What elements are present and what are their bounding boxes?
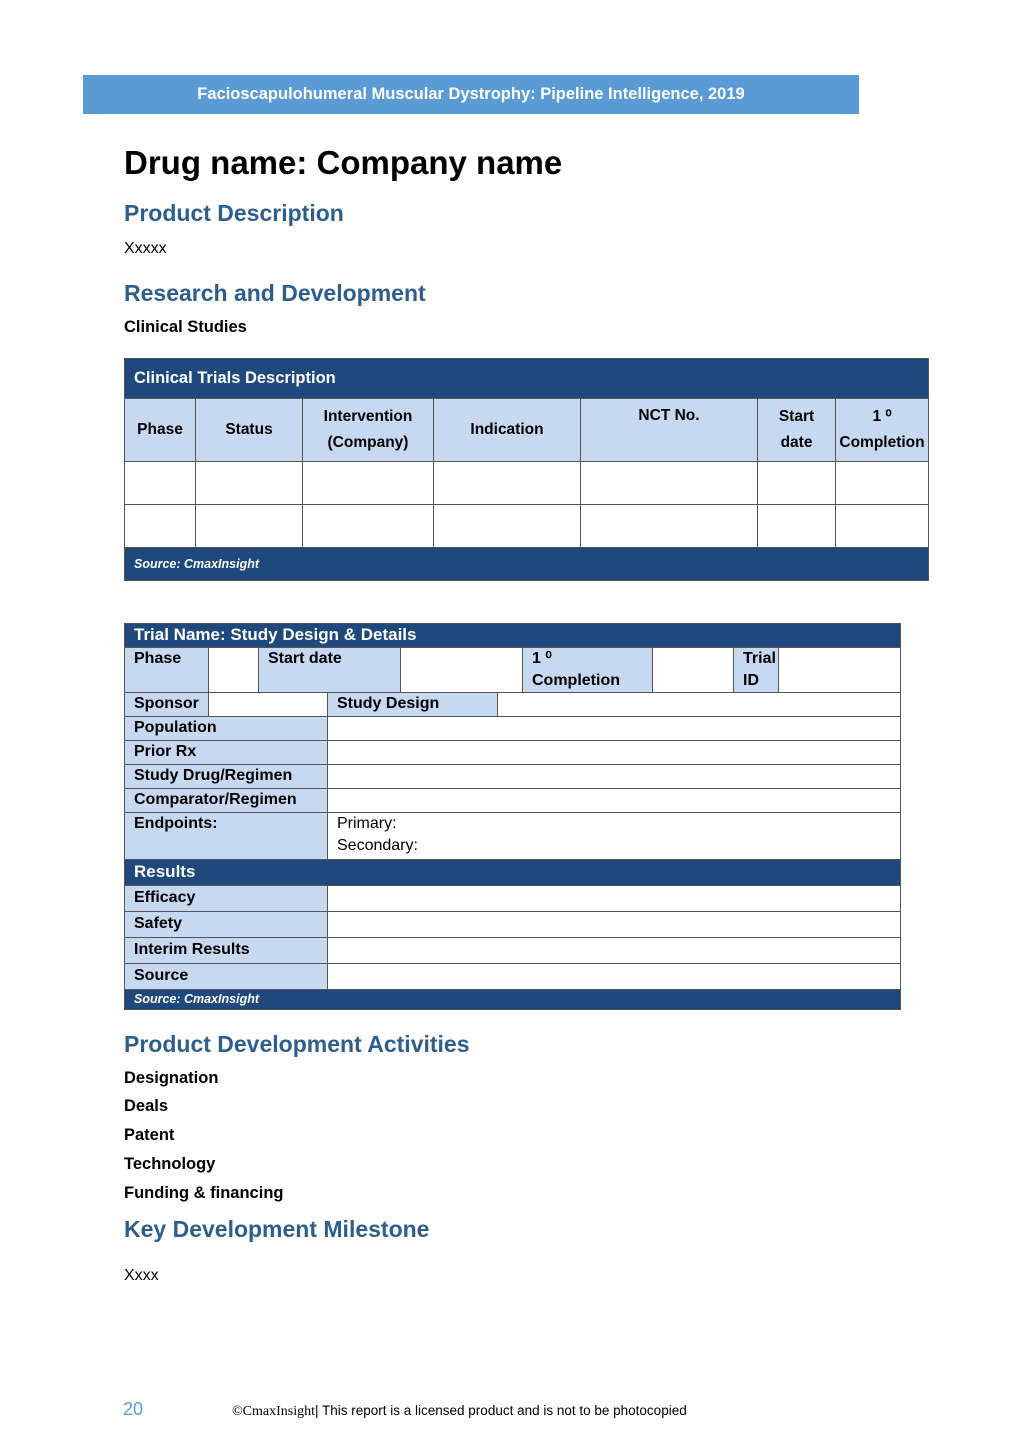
endpoints-value: [328, 813, 901, 860]
activity-designation: Designation: [124, 1069, 219, 1087]
completion-value: [653, 648, 734, 693]
col-nct: NCT No.: [581, 399, 758, 462]
trial-id-value: [779, 648, 901, 693]
license-notice: This report is a licensed product and is not to be photocopied: [318, 1403, 687, 1418]
clinical-studies-subheading: Clinical Studies: [124, 318, 247, 336]
table-row: [125, 765, 901, 789]
empty-cell: [196, 462, 303, 505]
efficacy-value: [328, 886, 901, 912]
table-row: [125, 789, 901, 813]
table-row: [125, 813, 901, 860]
prior-rx-label: Prior Rx: [125, 741, 328, 765]
milestone-heading: Key Development Milestone: [124, 1216, 430, 1242]
table-row: [125, 938, 901, 964]
table-row: [125, 741, 901, 765]
efficacy-label: Efficacy: [125, 886, 328, 912]
study-design-table: [124, 623, 901, 1010]
col-completion-line1: 1 ⁰: [872, 408, 892, 425]
start-date-label: Start date: [259, 648, 401, 693]
table-row: [125, 648, 901, 693]
sponsor-value: [209, 693, 328, 717]
study-drug-label: Study Drug/Regimen: [125, 765, 328, 789]
prior-rx-value: [328, 741, 901, 765]
clinical-trials-source: Source: CmaxInsight: [125, 548, 929, 581]
empty-cell: [434, 505, 581, 548]
trial-id-label: Trial ID: [734, 648, 779, 693]
study-drug-value: [328, 765, 901, 789]
page-number: 20: [123, 1399, 144, 1419]
activity-funding: Funding & financing: [124, 1184, 284, 1202]
empty-cell: [581, 505, 758, 548]
empty-cell: [836, 462, 929, 505]
empty-cell: [758, 505, 836, 548]
empty-cell: [434, 462, 581, 505]
col-intervention: [303, 399, 434, 462]
empty-cell: [303, 505, 434, 548]
col-status: Status: [196, 399, 303, 462]
empty-cell: [125, 462, 196, 505]
study-design-value: [498, 693, 901, 717]
comparator-value: [328, 789, 901, 813]
activity-technology: Technology: [124, 1155, 216, 1173]
start-date-value: [401, 648, 523, 693]
col-start-date: [758, 399, 836, 462]
results-header: Results: [125, 860, 901, 886]
empty-cell: [581, 462, 758, 505]
sponsor-label: Sponsor: [125, 693, 209, 717]
study-design-title: Trial Name: Study Design & Details: [125, 624, 901, 648]
milestone-text: Xxxx: [124, 1267, 159, 1284]
footer-separator: |: [314, 1403, 319, 1418]
population-value: [328, 717, 901, 741]
table-row: [125, 964, 901, 990]
primary-endpoint-label: Primary:: [337, 815, 397, 832]
activities-heading: Product Development Activities: [124, 1031, 470, 1057]
empty-cell: [196, 505, 303, 548]
empty-cell: [836, 505, 929, 548]
col-phase: Phase: [125, 399, 196, 462]
phase-label: Phase: [125, 648, 209, 693]
col-indication: Indication: [434, 399, 581, 462]
col-intervention-line1: Intervention: [323, 408, 413, 425]
clinical-trials-title: Clinical Trials Description: [125, 359, 929, 399]
empty-cell: [758, 462, 836, 505]
col-intervention-line2: (Company): [327, 434, 409, 451]
col-completion: [836, 399, 929, 462]
activity-patent: Patent: [124, 1126, 175, 1144]
report-banner: Facioscapulohumeral Muscular Dystrophy: Pipeline Intelligence, 2019: [83, 75, 859, 114]
safety-value: [328, 912, 901, 938]
research-heading: Research and Development: [124, 280, 426, 306]
product-description-heading: Product Description: [124, 200, 344, 226]
col-start-line1: Start: [778, 408, 815, 425]
table-row: [125, 505, 929, 548]
table-row: [125, 717, 901, 741]
clinical-trials-table: [124, 358, 929, 581]
table-row: [125, 693, 901, 717]
table-row: [125, 886, 901, 912]
secondary-endpoint-label: Secondary:: [337, 837, 418, 854]
safety-label: Safety: [125, 912, 328, 938]
col-start-line2: date: [780, 434, 813, 451]
empty-cell: [303, 462, 434, 505]
source-value: [328, 964, 901, 990]
product-description-text: Xxxxx: [124, 240, 167, 257]
study-design-label: Study Design: [328, 693, 498, 717]
phase-value: [209, 648, 259, 693]
empty-cell: [125, 505, 196, 548]
col-completion-line2: Completion: [839, 434, 925, 451]
table-row: [125, 462, 929, 505]
source-label: Source: [125, 964, 328, 990]
population-label: Population: [125, 717, 328, 741]
footer-notice: [232, 1403, 687, 1420]
table-row: [125, 912, 901, 938]
page-title: Drug name: Company name: [124, 144, 563, 181]
study-design-source: Source: CmaxInsight: [125, 990, 901, 1010]
completion-label: 1 ⁰ Completion: [523, 648, 653, 693]
comparator-label: Comparator/Regimen: [125, 789, 328, 813]
interim-results-label: Interim Results: [125, 938, 328, 964]
copyright-text: ©CmaxInsight: [232, 1404, 315, 1419]
interim-results-value: [328, 938, 901, 964]
clinical-trials-header-row: [125, 399, 929, 462]
activity-deals: Deals: [124, 1097, 169, 1115]
endpoints-label: Endpoints:: [125, 813, 328, 860]
